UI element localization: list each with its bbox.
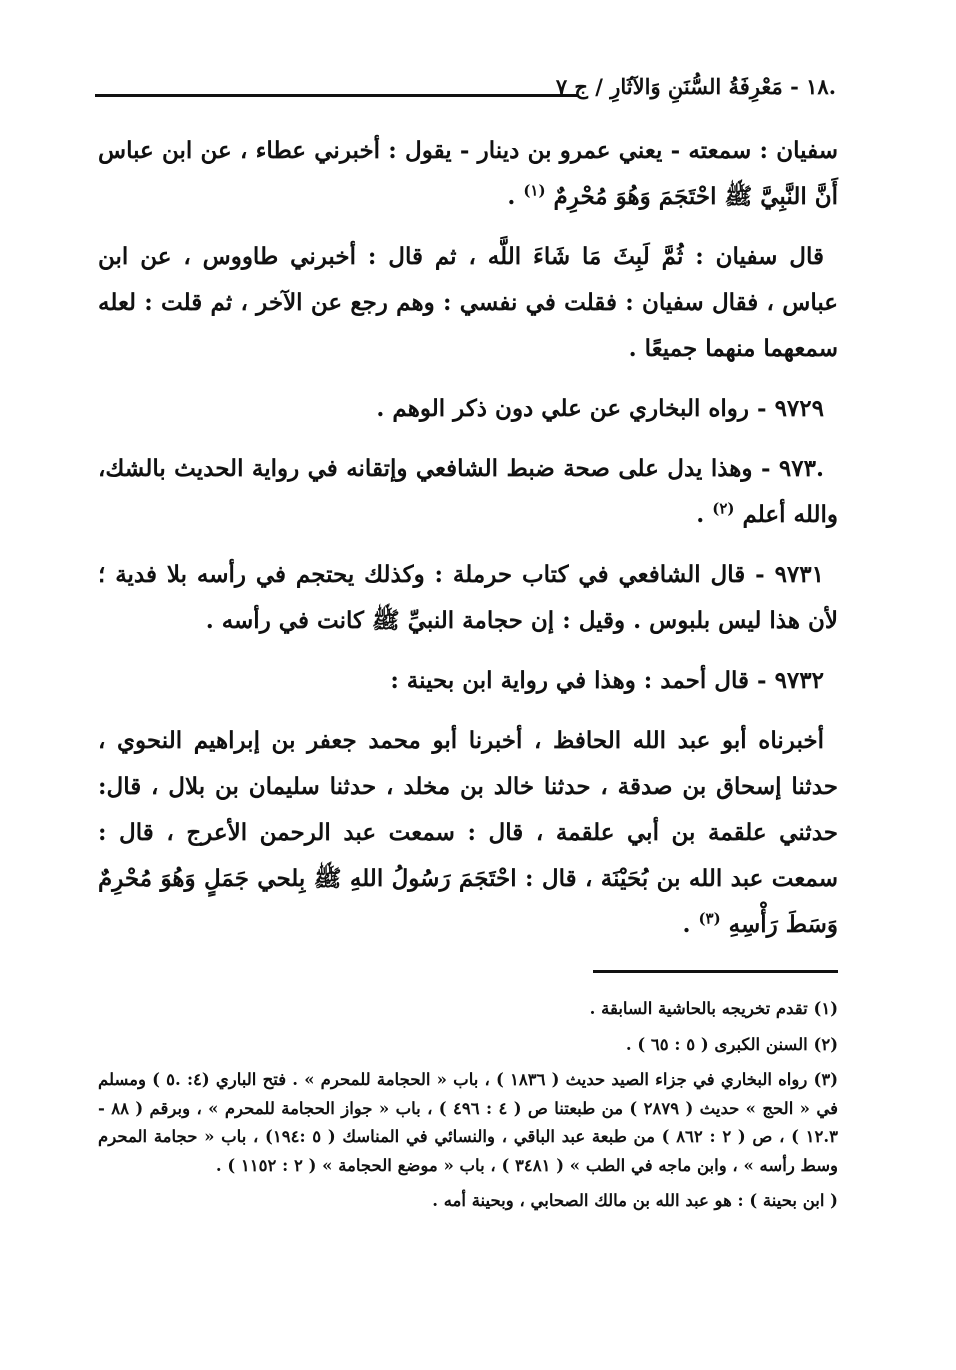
footnote-ref-2: (٢) (712, 499, 735, 518)
footnote-ref-1: (١) (523, 181, 546, 200)
paragraph-text: .٩٧٣ - وهذا يدل على صحة ضبط الشافعي وإتقانه في رواية الحديث بالشك، والله أعلم (98, 455, 838, 528)
paragraph-text: سفيان : سمعته - يعني عمرو بن دينار - يقول : أخبرني عطاء ، عن ابن عباس أَنَّ النَّبِيَّ ﷺ احْتَجَمَ وَهُوَ مُحْرِمٌ (98, 137, 838, 210)
paragraph-tail: . (682, 911, 699, 938)
header-rule (95, 94, 578, 97)
paragraph-7 (98, 718, 838, 948)
page-header: .١٨ - مَعْرِفَةُ السُّنَنِ وَالآثَارِ / ج ٧ (555, 74, 836, 99)
paragraph-5 (98, 552, 838, 644)
paragraph-text: قال سفيان : ثُمَّ لَبِثَ مَا شَاءَ اللَّه ، ثم قال : أخبرني طاووس ، عن ابن عباس ، فقال سفيان : فقلت في نفسي : وهم رجع عن الآخر ، ثم قلت : لعله سمعهما منهما جميعًا . (98, 243, 838, 362)
footnote-ref-3: (٣) (698, 909, 721, 928)
footnote-note: ( ابن بحينة ) : هو عبد الله بن مالك الصحابي ، وبحينة أمه . (432, 1191, 838, 1210)
paragraph-4 (98, 446, 838, 538)
footnotes (98, 995, 838, 1223)
paragraph-3 (98, 386, 838, 432)
footnote-2: (٢) السنن الكبرى ( ٥ : ٦٥ ) . (625, 1034, 838, 1054)
paragraph-6 (98, 658, 838, 704)
paragraph-text: ٩٧٣١ - قال الشافعي في كتاب حرملة : وكذلك يحتجم في رأسه بلا فدية ؛ لأن هذا ليس بلبوس . وقيل : إن حجامة النبيِّ ﷺ كانت في رأسه . (98, 561, 838, 634)
paragraph-text: أخبرناه أبو عبد الله الحافظ ، أخبرنا أبو محمد جعفر بن إبراهيم النحوي ، حدثنا إسحاق بن صدقة ، حدثنا خالد بن مخلد ، حدثنا سليمان بن بلال ، قال: حدثني علقمة بن أبي علقمة ، قال : سمعت عبد الرحمن الأعرج ، قال : سمعت عبد الله بن بُحَيْنَة ، قال : احْتَجَمَ رَسُولُ اللهِ ﷺ بِلحي جَمَلٍ وَهُوَ مُحْرِمٌ وَسَطَ رَأْسِهِ (98, 727, 838, 938)
paragraph-tail: . (507, 183, 524, 210)
paragraph-1 (98, 128, 838, 220)
main-text (98, 128, 838, 962)
paragraph-2 (98, 234, 838, 372)
footnote-1: (١) تقدم تخريجه بالحاشية السابقة . (589, 999, 838, 1018)
paragraph-text: ٩٧٢٩ - رواه البخاري عن علي دون ذكر الوهم . (376, 395, 824, 422)
footnote-rule (593, 970, 838, 973)
footnote-3: (٣) رواه البخاري في جزاء الصيد حديث ( ١٨٣٦ ) ، باب « الحجامة للمحرم » . فتح الباري (٤: .٥ ) ومسلم في « الحج » حديث ( ٢٨٧٩ ) من طبعتنا ص ( ٤ : ٤٩٦ ) ، باب « جواز الحجامة للمحرم » ، وبرقم ( ٨٨ - ١٢.٣ ) ، ص ( ٢ : ٨٦٢ ) من طبعة عبد الباقي ، والنسائي في المناسك ( ٥ :١٩٤) ، باب « حجامة المحرم وسط رأسه » ، وابن ماجه في الطب » ( ٣٤٨١ ) ، باب « موضع الحجامة » ( ٢ : ١١٥٢ ) . (98, 1070, 838, 1175)
paragraph-tail: . (696, 501, 713, 528)
paragraph-text: ٩٧٣٢ - قال أحمد : وهذا في رواية ابن بحينة : (390, 667, 824, 694)
